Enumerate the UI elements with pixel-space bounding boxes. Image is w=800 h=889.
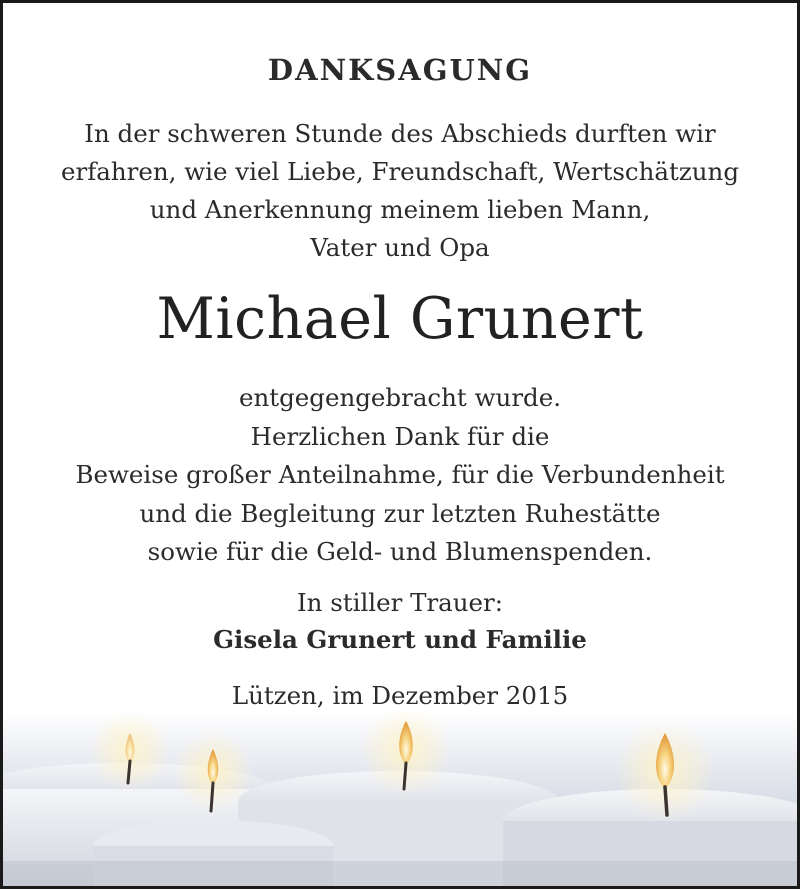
thanks-line: und die Begleitung zur letzten Ruhestätte bbox=[139, 498, 661, 528]
candles-illustration bbox=[3, 711, 797, 886]
intro-line: und Anerkennung meinem lieben Mann, bbox=[149, 195, 651, 224]
wick bbox=[665, 787, 667, 815]
mourning-label: In stiller Trauer: bbox=[296, 588, 504, 617]
place-date: Lützen, im Dezember 2015 bbox=[231, 681, 569, 710]
heading: DANKSAGUNG bbox=[267, 53, 533, 87]
intro-line: Vater und Opa bbox=[310, 233, 490, 262]
wick bbox=[128, 761, 130, 783]
wick bbox=[404, 763, 406, 789]
thanks-line: Beweise großer Anteilnahme, für die Verbundenheit bbox=[75, 460, 725, 489]
wick bbox=[211, 783, 213, 811]
thanks-paragraph bbox=[3, 379, 797, 572]
signature: Gisela Grunert und Familie bbox=[213, 625, 587, 654]
deceased-name: Michael Grunert bbox=[156, 286, 644, 352]
shadow-band bbox=[3, 861, 797, 886]
candles-image bbox=[3, 711, 797, 886]
intro-line: In der schweren Stunde des Abschieds durften wir bbox=[84, 119, 716, 148]
thanks-line: entgegengebracht wurde. bbox=[238, 383, 562, 412]
thanks-line: sowie für die Geld- und Blumenspenden. bbox=[147, 537, 653, 566]
intro-line: erfahren, wie viel Liebe, Freundschaft, Wertschätzung bbox=[60, 157, 740, 186]
thanks-line: Herzlichen Dank für die bbox=[250, 421, 550, 451]
intro-paragraph bbox=[3, 115, 797, 267]
